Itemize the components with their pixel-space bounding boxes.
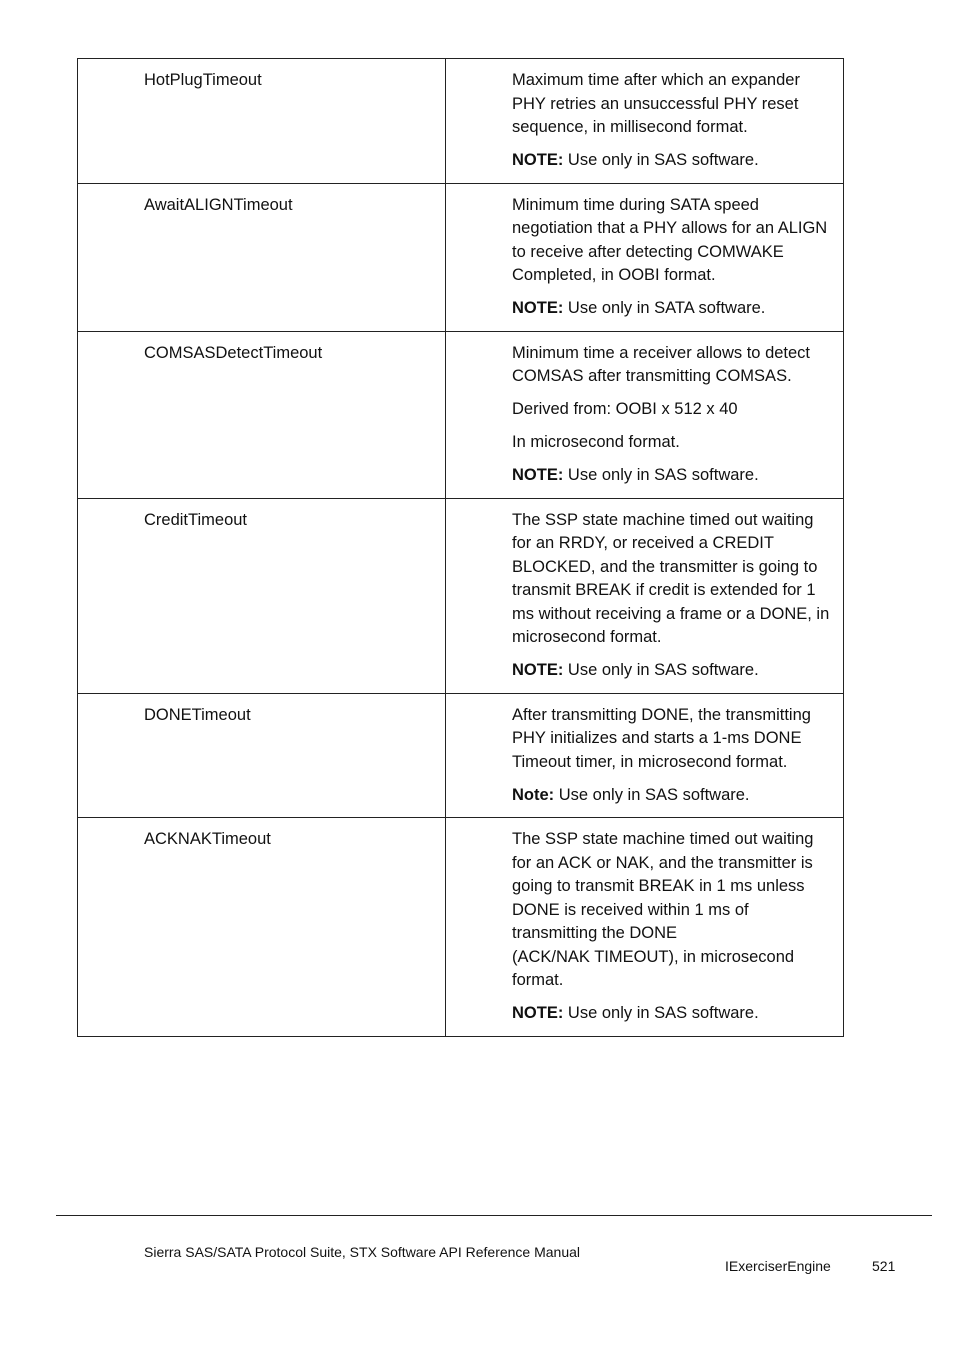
parameter-description-cell bbox=[446, 693, 844, 818]
parameter-name-cell bbox=[78, 498, 446, 693]
footer-title: Sierra SAS/SATA Protocol Suite, STX Software API Reference Manual bbox=[144, 1244, 581, 1260]
note-paragraph bbox=[512, 149, 837, 173]
parameter-description-cell bbox=[446, 59, 844, 184]
note-text: Use only in SAS software. bbox=[563, 466, 759, 484]
parameter-table bbox=[77, 58, 844, 1037]
table-body bbox=[78, 59, 844, 1037]
parameter-description-cell bbox=[446, 331, 844, 498]
note-text: Use only in SAS software. bbox=[563, 151, 759, 169]
note-paragraph bbox=[512, 784, 837, 808]
parameter-name: ACKNAKTimeout bbox=[144, 830, 271, 848]
parameter-name-cell bbox=[78, 693, 446, 818]
parameter-description bbox=[446, 184, 843, 331]
footer-divider bbox=[56, 1215, 932, 1216]
description-paragraph: Derived from: OOBI x 512 x 40 bbox=[512, 400, 738, 418]
parameter-description bbox=[446, 59, 843, 183]
description-paragraph: Maximum time after which an expander PHY retries an unsuccessful PHY reset sequence, in millisecond format. bbox=[512, 71, 800, 136]
note-label: NOTE: bbox=[512, 661, 564, 679]
note-label: Note: bbox=[512, 785, 555, 804]
table-row bbox=[78, 693, 844, 818]
note-paragraph bbox=[512, 297, 837, 321]
parameter-name-cell bbox=[78, 59, 446, 184]
parameter-description-cell bbox=[446, 183, 844, 331]
parameter-name-cell bbox=[78, 818, 446, 1037]
parameter-name-cell bbox=[78, 183, 446, 331]
note-text: Use only in SAS software. bbox=[563, 661, 759, 679]
description-paragraph: The SSP state machine timed out waiting for an ACK or NAK, and the transmitter is going to transmit BREAK in 1 ms unless DONE is received within 1 ms of transmitting the DONE (ACK/NAK TIMEOUT), in microsecond format. bbox=[512, 830, 814, 989]
note-paragraph bbox=[512, 464, 837, 488]
note-label: NOTE: bbox=[512, 1004, 564, 1022]
page-number: 521 bbox=[872, 1258, 896, 1274]
parameter-description bbox=[446, 499, 843, 693]
parameter-name: AwaitALIGNTimeout bbox=[144, 195, 293, 214]
description-paragraph: In microsecond format. bbox=[512, 433, 680, 451]
table-row bbox=[78, 498, 844, 693]
parameter-description-cell bbox=[446, 818, 844, 1037]
note-label: NOTE: bbox=[512, 466, 564, 484]
description-paragraph: Minimum time a receiver allows to detect COMSAS after transmitting COMSAS. bbox=[512, 343, 811, 385]
parameter-description bbox=[446, 694, 843, 818]
parameter-name-cell bbox=[78, 331, 446, 498]
note-text: Use only in SATA software. bbox=[563, 299, 766, 317]
parameter-name: COMSASDetectTimeout bbox=[144, 343, 323, 362]
table-row bbox=[78, 818, 844, 1037]
parameter-name: CreditTimeout bbox=[144, 510, 248, 529]
note-label: NOTE: bbox=[512, 299, 564, 317]
note-text: Use only in SAS software. bbox=[563, 1004, 759, 1022]
note-label: NOTE: bbox=[512, 151, 564, 169]
description-paragraph: The SSP state machine timed out waiting for an RRDY, or received a CREDIT BLOCKED, and the transmitter is going to transmit BREAK if credit is extended for 1 ms without receiving a frame or a DONE, in microsecond format. bbox=[512, 510, 830, 646]
note-text: Use only in SAS software. bbox=[554, 785, 750, 804]
note-paragraph bbox=[512, 1002, 837, 1026]
parameter-name: HotPlugTimeout bbox=[144, 71, 262, 89]
description-paragraph: Minimum time during SATA speed negotiation that a PHY allows for an ALIGN to receive after detecting COMWAKE Completed, in OOBI format. bbox=[512, 195, 828, 284]
parameter-name: DONETimeout bbox=[144, 705, 251, 724]
table-row bbox=[78, 331, 844, 498]
description-paragraph: After transmitting DONE, the transmitting PHY initializes and starts a 1-ms DONE Timeout timer, in microsecond format. bbox=[512, 705, 811, 771]
parameter-description bbox=[446, 332, 843, 498]
table-row bbox=[78, 183, 844, 331]
footer-section-name: IExerciserEngine bbox=[725, 1258, 831, 1274]
parameter-description bbox=[446, 818, 843, 1036]
parameter-description-cell bbox=[446, 498, 844, 693]
note-paragraph bbox=[512, 659, 837, 683]
table-row bbox=[78, 59, 844, 184]
